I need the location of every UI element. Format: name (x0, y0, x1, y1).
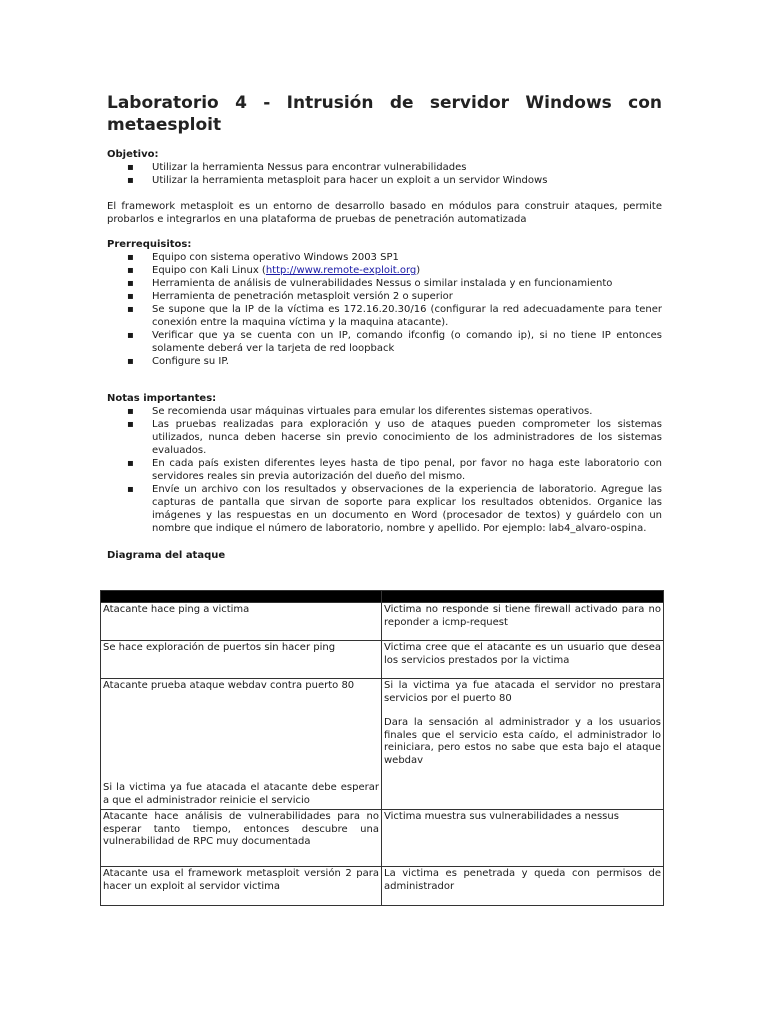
diagrama-label: Diagrama del ataque (107, 550, 226, 561)
victim-cell: Victima no responde si tiene firewall activado para no reponder a icmp-request (382, 603, 664, 641)
list-item: ▪ Configure su IP. (107, 355, 662, 368)
attacker-cell (101, 679, 382, 810)
objetivo-label: Objetivo: (107, 149, 159, 160)
table-row (101, 679, 664, 810)
victim-text: Si la victima ya fue atacada el servidor no prestara servicios por el puerto 80 (384, 680, 661, 704)
table-row (101, 641, 664, 679)
list-item: ▪ Utilizar la herramienta metasploit para hacer un exploit a un servidor Windows (107, 174, 662, 187)
list-item: ▪ Verificar que ya se cuenta con un IP, comando ifconfig (o comando ip), si no tiene IP entonces solamente deberá ver la tarjeta de red loopback (107, 329, 662, 355)
list-item: ▪ Utilizar la herramienta Nessus para encontrar vulnerabilidades (107, 161, 662, 174)
table-header-cell (101, 591, 382, 603)
document-page (107, 92, 662, 562)
list-item (107, 264, 662, 277)
attack-diagram-table (100, 590, 664, 906)
attacker-cell: Se hace exploración de puertos sin hacer ping (101, 641, 382, 679)
prerrequisitos-list (107, 251, 662, 368)
list-item: ▪ Herramienta de penetración metasploit versión 2 o superior (107, 290, 662, 303)
list-item: ▪ Herramienta de análisis de vulnerabilidades Nessus o similar instalada y en funcionamiento (107, 277, 662, 290)
page-title: Laboratorio 4 - Intrusión de servidor Windows con metaesploit (107, 93, 662, 135)
list-item: ▪ Se supone que la IP de la víctima es 172.16.20.30/16 (configurar la red adecuadamente para tener conexión entre la maquina víctima y la maquina atacante). (107, 303, 662, 329)
attacker-cell: Atacante hace ping a victima (101, 603, 382, 641)
attacker-cell-content (103, 680, 379, 807)
table-header-row (101, 591, 664, 603)
table-row (101, 867, 664, 906)
attacker-text: Atacante prueba ataque webdav contra puerto 80 (103, 680, 355, 691)
remote-exploit-link[interactable]: http://www.remote-exploit.org (265, 265, 417, 276)
list-item: ▪ Se recomienda usar máquinas virtuales para emular los diferentes sistemas operativos. (107, 405, 662, 418)
kali-text-after: ) (416, 265, 421, 276)
attacker-text-followup: Si la victima ya fue atacada el atacante debe esperar a que el administrador reinicie el servicio (103, 782, 379, 806)
table-row (101, 603, 664, 641)
prerrequisitos-label: Prerrequisitos: (107, 239, 192, 250)
kali-text-before: Equipo con Kali Linux ( (152, 265, 266, 276)
victim-cell: La victima es penetrada y queda con permisos de administrador (382, 867, 664, 906)
intro-paragraph: El framework metasploit es un entorno de desarrollo basado en módulos para construir ataques, permite probarlos e integrarlos en una plataforma de pruebas de penetración automatizada (107, 201, 662, 225)
table-row (101, 810, 664, 867)
list-item: ▪ Las pruebas realizadas para exploración y uso de ataques pueden comprometer los sistemas utilizados, nunca deben hacerse sin previo conocimiento de los administradores de los sistemas evaluados. (107, 418, 662, 457)
list-item: ▪ Equipo con sistema operativo Windows 2003 SP1 (107, 251, 662, 264)
list-item: ▪ Envíe un archivo con los resultados y observaciones de la experiencia de laboratorio. Agregue las capturas de pantalla que sirvan de soporte para explicar los resultados obtenidos. Organice las imágenes y las respuestas en un documento en Word (procesador de textos) y guárdelo con un nombre que indique el número de laboratorio, nombre y apellido. Por ejemplo: lab4_alvaro-ospina. (107, 483, 662, 535)
attacker-cell: Atacante hace análisis de vulnerabilidades para no esperar tanto tiempo, entonces descubre una vulnerabilidad de RPC muy documentada (101, 810, 382, 867)
table-header-cell (382, 591, 664, 603)
attacker-cell: Atacante usa el framework metasploit versión 2 para hacer un exploit al servidor victima (101, 867, 382, 906)
victim-cell: Victima muestra sus vulnerabilidades a nessus (382, 810, 664, 867)
victim-text-followup: Dara la sensación al administrador y a los usuarios finales que el servicio esta caído, el administrador lo reiniciara, pero estos no sabe que esta bajo el ataque webdav (384, 717, 661, 766)
victim-cell (382, 679, 664, 810)
notas-list (107, 405, 662, 535)
notas-label: Notas importantes: (107, 393, 217, 404)
list-item: ▪ En cada país existen diferentes leyes hasta de tipo penal, por favor no haga este laboratorio con servidores reales sin previa autorización del dueño del mismo. (107, 457, 662, 483)
objetivo-list (107, 161, 662, 187)
victim-cell: Victima cree que el atacante es un usuario que desea los servicios prestados por la victima (382, 641, 664, 679)
